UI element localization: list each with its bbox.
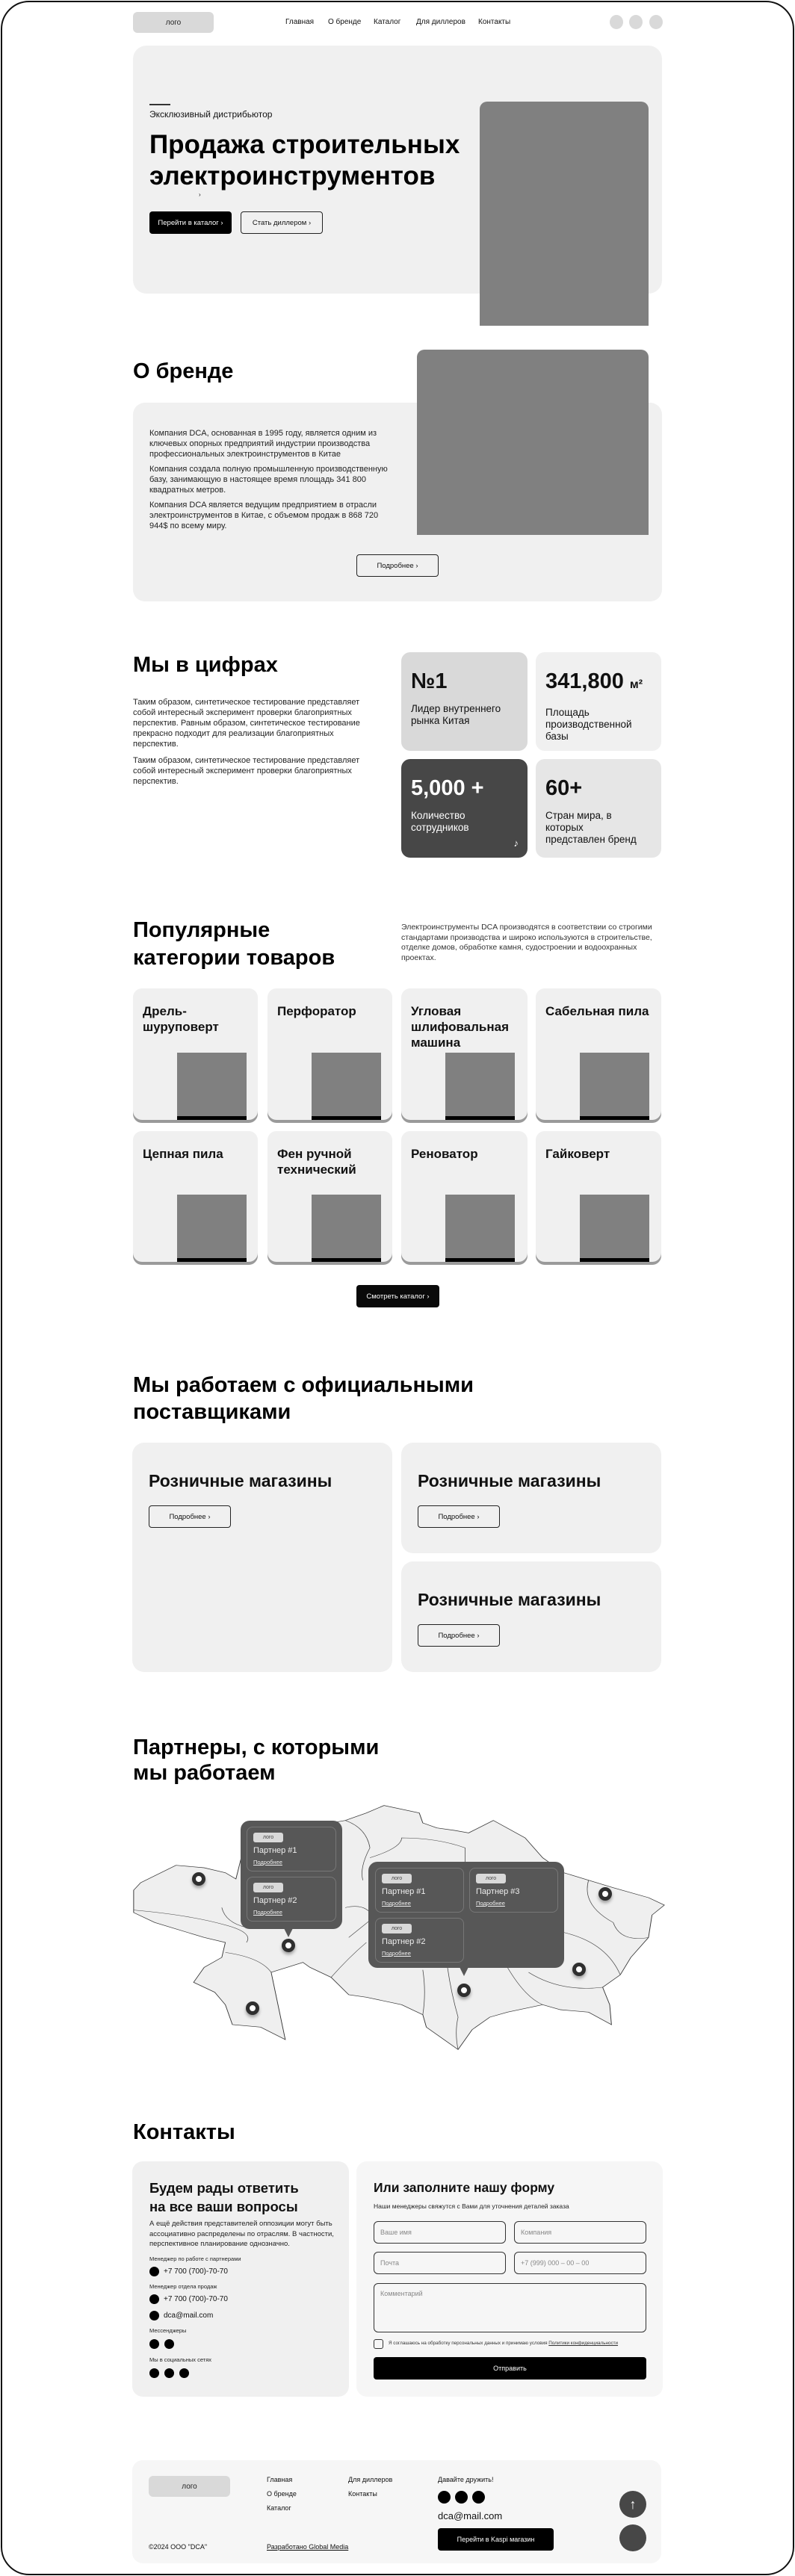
stat-value: 341,800 [545,669,624,693]
hero-image [480,102,649,326]
consent-text [389,2341,618,2346]
stat-value: 60+ [545,776,583,800]
stat-unit: м² [629,678,643,691]
partner-phone[interactable]: +7 700 (700)-70-70 [164,2267,228,2276]
partner-more-link[interactable]: Подробнее [476,1900,505,1907]
cursor-icon: ♪ [513,837,519,849]
categories-title [133,917,335,972]
category-image [312,1195,381,1262]
category-card[interactable] [401,1131,528,1262]
partner-name: Партнер #2 [382,1937,426,1946]
submit-button[interactable]: Отправить [374,2357,646,2380]
footer-nav-dealers[interactable]: Для диллеров [348,2476,393,2483]
social-icon[interactable] [149,2368,159,2378]
become-dealer-button[interactable]: Стать диллером › [241,211,323,234]
social-icon[interactable] [438,2491,451,2504]
category-card[interactable] [536,988,661,1120]
supplier-more-button[interactable]: Подробнее › [418,1505,500,1528]
stat-label: Лидер внутреннего рынка Китая [411,703,501,726]
map-pin[interactable] [246,2001,259,2015]
messengers-label: Мессенджеры [149,2327,187,2334]
form-subtitle: Наши менеджеры свяжутся с Вами для уточнения деталей заказа [374,2202,569,2210]
privacy-policy-link[interactable]: Политики конфиденциальности [548,2341,619,2346]
email-icon [149,2311,159,2320]
stat-label: Количество сотрудников [411,810,469,833]
supplier-title: Розничные магазины [418,1471,601,1490]
about-paragraph: Компания создала полную промышленную производственную базу, занимающую в настоящее время площадь 341 800 квадратных метров. [149,465,388,495]
partner-name: Партнер #1 [253,1846,297,1855]
messenger-icon[interactable] [164,2339,174,2349]
stat-label: Стран мира, в которых представлен бренд [545,810,637,845]
contacts-heading-line1: Будем рады ответить [149,2180,299,2196]
nav-home[interactable]: Главная [285,18,315,26]
partner-name: Партнер #3 [476,1887,520,1896]
name-input[interactable] [374,2221,506,2244]
contacts-heading-line2: на все ваши вопросы [149,2199,298,2214]
partner-manager-label: Менеджер по работе с партнерами [149,2255,241,2262]
partner-name: Партнер #2 [253,1896,297,1905]
stat-card-area [536,652,661,751]
category-card[interactable] [133,988,258,1120]
footer-nav-catalog[interactable]: Каталог [267,2504,291,2512]
nav-contacts[interactable]: Контакты [478,18,511,26]
category-title: Реноватор [411,1147,478,1161]
category-image [177,1053,247,1120]
footer-nav-home[interactable]: Главная [267,2476,293,2483]
partner-card [469,1868,558,1913]
header-icon-3[interactable] [649,15,663,29]
social-icon[interactable] [472,2491,485,2504]
category-title: Гайковерт [545,1147,610,1161]
partner-logo: лого [382,1924,412,1933]
partner-logo: лого [382,1874,412,1883]
nav-catalog[interactable]: Каталог [374,18,401,26]
partner-name: Партнер #1 [382,1887,426,1896]
social-icon[interactable] [164,2368,174,2378]
about-paragraph: Компания DCA является ведущим предприятием в отрасли электроинструментов в Китае, с объемом продаж в 868 720 944$ по всему миру. [149,501,379,530]
nav-brand[interactable]: О бренде [328,18,362,26]
header-icon-1[interactable] [610,15,623,29]
numbers-text [133,697,380,787]
about-image [417,350,649,535]
category-image [312,1053,381,1120]
supplier-card [401,1443,661,1553]
phone-icon [149,2267,159,2276]
footer-email[interactable]: dca@mail.com [438,2510,503,2521]
partner-more-link[interactable]: Подробнее [382,1900,411,1907]
partner-more-link[interactable]: Подробнее [382,1950,411,1957]
partner-card [375,1918,464,1963]
category-image [580,1053,649,1120]
categories-title-line2: категории товаров [133,946,335,970]
numbers-title: Мы в цифрах [133,653,278,677]
phone-input[interactable] [514,2252,646,2274]
copyright: ©2024 ООО "DCA" [149,2543,208,2551]
map-pin[interactable] [598,1887,612,1901]
partner-card [375,1868,464,1913]
category-card[interactable] [267,988,392,1120]
developer-link[interactable]: Разработано Global Media [267,2543,349,2551]
category-image [580,1195,649,1262]
stat-card-leader [401,652,528,751]
hero-title-line2: электроинструментов [149,161,436,191]
footer-nav-contacts[interactable]: Контакты [348,2490,377,2498]
category-image [445,1195,515,1262]
contacts-heading [149,2179,299,2216]
consent-label: Я соглашаюсь на обработку персональных данных и принимаю условия [389,2341,549,2346]
stat-value: №1 [411,669,448,693]
kaspi-button[interactable]: Перейти в Kaspi магазин [438,2528,554,2551]
social-icon[interactable] [179,2368,189,2378]
numbers-paragraph: Таким образом, синтетическое тестирование представляет собой интересный эксперимент проверки благоприятных перспектив. Равным образом, синтетическое тестирование прекрасно подходит для реализации благоприятных перспектив. [133,698,360,749]
suppliers-title [133,1372,474,1425]
map-pin[interactable] [282,1939,295,1952]
popup-tail [284,1928,293,1937]
suppliers-title-line2: поставщиками [133,1400,291,1424]
header-logo[interactable]: лого [133,12,214,33]
sales-phone[interactable]: +7 700 (700)-70-70 [164,2295,228,2303]
contact-email[interactable]: dca@mail.com [164,2312,214,2320]
comment-textarea[interactable] [374,2283,646,2332]
partner-card [247,1877,336,1922]
category-card[interactable] [267,1131,392,1262]
supplier-title: Розничные магазины [418,1590,601,1609]
partners-title-line1: Партнеры, с которыми [133,1736,380,1759]
partner-card [247,1827,336,1871]
stat-card-employees [401,759,528,858]
partner-more-link[interactable]: Подробнее [253,1859,282,1866]
social-label: Мы в социальных сетях [149,2356,212,2363]
popup-tail [460,1967,468,1976]
about-text [149,428,396,531]
about-paragraph: Компания DCA, основанная в 1995 году, является одним из ключевых опорных предприятий индустрии производства профессиональных электроинструментов в Китае [149,429,377,459]
nav-dealers[interactable]: Для диллеров [416,18,465,26]
view-catalog-button[interactable]: Смотреть каталог › [356,1285,439,1307]
categories-title-line1: Популярные [133,918,270,942]
supplier-more-button[interactable]: Подробнее › [149,1505,231,1528]
chat-button[interactable] [619,2524,646,2551]
footer-logo[interactable]: лого [149,2476,230,2497]
category-card[interactable] [536,1131,661,1262]
supplier-card [132,1443,392,1672]
hero-dash [149,104,170,105]
partner-logo: лого [253,1883,283,1892]
category-title: Перфоратор [277,1004,356,1018]
consent-checkbox[interactable] [374,2339,383,2349]
stat-label: Площадь производственной базы [545,707,632,742]
about-title: О бренде [133,359,234,383]
footer-nav-brand[interactable]: О бренде [267,2490,297,2498]
category-title: Угловая шлифовальная машина [411,1004,510,1050]
arrow-up-icon: ↑ [629,2496,637,2512]
chevron-icon: › [199,191,201,198]
company-input[interactable] [514,2221,646,2244]
supplier-card [401,1561,661,1672]
hero-title-line1: Продажа строительных [149,130,460,159]
supplier-title: Розничные магазины [149,1471,332,1490]
email-input[interactable] [374,2252,506,2274]
categories-description: Электроинструменты DCA производятся в соответствии со строгими стандартами производства и широко используются в строительстве, отделке домов, обработке камня, судостроении и водоохранных проектах. [401,923,652,962]
partner-more-link[interactable]: Подробнее [253,1909,282,1916]
sales-manager-label: Менеджер отдела продаж [149,2283,217,2290]
partners-title-line2: мы работаем [133,1761,276,1785]
form-heading: Или заполните нашу форму [374,2180,555,2195]
category-card[interactable] [401,988,528,1120]
category-title: Дрель-шуруповерт [143,1004,219,1034]
contacts-text: А ещё действия представителей оппозиции могут быть ассоциативно распределены по отраслям. В частности, перспективное планирование однозначно. [149,2220,334,2248]
supplier-more-button[interactable]: Подробнее › [418,1624,500,1647]
footer-friends-label: Давайте дружить! [438,2476,494,2483]
category-title: Цепная пила [143,1147,223,1161]
category-image [177,1195,247,1262]
partner-logo: лого [253,1833,283,1842]
contacts-title: Контакты [133,2120,235,2144]
map-pin[interactable] [457,1984,471,1997]
map-pin[interactable] [572,1963,586,1976]
category-title: Сабельная пила [545,1004,649,1018]
header-icon-2[interactable] [629,15,643,29]
stat-card-countries [536,759,661,858]
about-more-button[interactable]: Подробнее › [356,554,439,577]
category-title: Фен ручной технический [277,1147,356,1177]
map-pin[interactable] [192,1872,205,1886]
partner-popup [368,1862,564,1968]
stat-value: 5,000 + [411,776,484,800]
hero-eyebrow: Эксклюзивный дистрибьютор [149,109,273,120]
partner-logo: лого [476,1874,506,1883]
suppliers-title-line1: Мы работаем с официальными [133,1373,474,1397]
hero-title [149,129,460,192]
numbers-paragraph: Таким образом, синтетическое тестирование представляет собой интересный эксперимент проверки благоприятных перспектив. [133,756,360,786]
phone-icon [149,2294,159,2304]
social-icon[interactable] [455,2491,468,2504]
scroll-up-button[interactable] [619,2491,646,2518]
category-card[interactable] [133,1131,258,1262]
messenger-icon[interactable] [149,2339,159,2349]
category-image [445,1053,515,1120]
partner-popup [241,1821,342,1929]
catalog-button[interactable]: Перейти в каталог › [149,211,232,234]
